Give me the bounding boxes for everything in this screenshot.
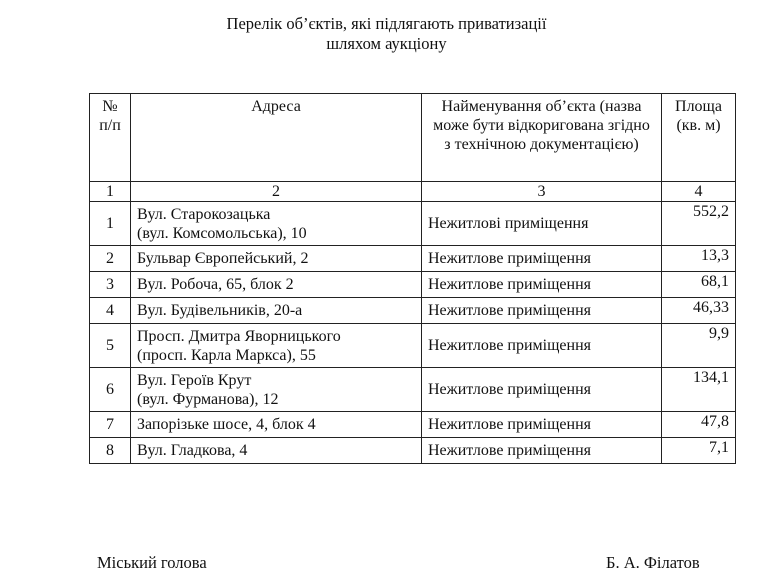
table-row bbox=[90, 272, 736, 298]
object-name: Нежитлове приміщення bbox=[428, 302, 592, 319]
table-row bbox=[90, 324, 736, 368]
area-cell bbox=[662, 368, 736, 412]
address-cell bbox=[131, 412, 422, 438]
num-cell bbox=[90, 246, 131, 272]
name-cell bbox=[422, 202, 662, 246]
area-value: 68,1 bbox=[701, 273, 729, 290]
area-value: 13,3 bbox=[701, 247, 729, 264]
num-cell bbox=[90, 202, 131, 246]
name-cell bbox=[422, 412, 662, 438]
area-value: 9,9 bbox=[709, 325, 729, 342]
num-cell bbox=[90, 298, 131, 324]
object-name: Нежитлове приміщення bbox=[428, 337, 592, 354]
address-line: Просп. Дмитра Яворницького bbox=[137, 327, 341, 345]
document-title: Перелік об’єктів, які підлягають приватизації bbox=[226, 14, 547, 33]
row-num: 1 bbox=[106, 215, 114, 232]
area-cell bbox=[662, 246, 736, 272]
header-address: Адреса bbox=[131, 94, 422, 182]
address-line: Запорізьке шосе, 4, блок 4 bbox=[137, 416, 316, 433]
object-name: Нежитлове приміщення bbox=[428, 416, 592, 433]
area-value: 46,33 bbox=[693, 299, 729, 316]
address-line: Вул. Будівельників, 20-а bbox=[137, 302, 303, 319]
address-cell bbox=[131, 272, 422, 298]
index-cell: 1 bbox=[90, 182, 131, 202]
address-line: Вул. Робоча, 65, блок 2 bbox=[137, 276, 294, 293]
name-cell bbox=[422, 246, 662, 272]
table-row bbox=[90, 298, 736, 324]
table-row bbox=[90, 368, 736, 412]
table-row bbox=[90, 202, 736, 246]
num-cell bbox=[90, 412, 131, 438]
area-cell bbox=[662, 438, 736, 464]
object-name: Нежитлове приміщення bbox=[428, 250, 592, 267]
name-cell bbox=[422, 272, 662, 298]
table-row bbox=[90, 246, 736, 272]
address-cell bbox=[131, 438, 422, 464]
address-line-2: (вул. Комсомольська), 10 bbox=[137, 224, 307, 242]
area-cell bbox=[662, 412, 736, 438]
area-cell bbox=[662, 272, 736, 298]
signatory-name: Б. А. Філатов bbox=[606, 553, 700, 572]
object-name: Нежитлове приміщення bbox=[428, 381, 592, 398]
num-cell bbox=[90, 324, 131, 368]
address-line-2: (вул. Фурманова), 12 bbox=[137, 390, 279, 408]
address-cell bbox=[131, 202, 422, 246]
area-value: 134,1 bbox=[693, 369, 729, 386]
area-value: 47,8 bbox=[701, 413, 729, 430]
row-num: 3 bbox=[106, 276, 114, 293]
index-cell: 3 bbox=[422, 182, 662, 202]
index-cell: 4 bbox=[662, 182, 736, 202]
num-cell bbox=[90, 438, 131, 464]
address-line: Вул. Старокозацька bbox=[137, 205, 271, 223]
object-name: Нежитлові приміщення bbox=[428, 215, 589, 232]
document-subtitle: шляхом аукціону bbox=[326, 34, 447, 53]
name-cell bbox=[422, 324, 662, 368]
signatory-position: Міський голова bbox=[97, 553, 207, 572]
name-cell bbox=[422, 368, 662, 412]
row-num: 5 bbox=[106, 337, 114, 354]
header-area: Площа (кв. м) bbox=[662, 94, 736, 182]
address-line: Бульвар Європейський, 2 bbox=[137, 250, 309, 267]
table-row bbox=[90, 438, 736, 464]
address-cell bbox=[131, 298, 422, 324]
object-name: Нежитлове приміщення bbox=[428, 276, 592, 293]
address-line: Вул. Героїв Крут bbox=[137, 371, 252, 389]
area-value: 552,2 bbox=[693, 203, 729, 220]
address-cell bbox=[131, 246, 422, 272]
address-cell bbox=[131, 324, 422, 368]
address-line: Вул. Гладкова, 4 bbox=[137, 442, 248, 459]
header-name: Найменування об’єкта (назва може бути відкоригована згідно з технічною документацією) bbox=[422, 94, 662, 182]
area-cell bbox=[662, 202, 736, 246]
objects-table bbox=[89, 93, 736, 464]
area-value: 7,1 bbox=[709, 439, 729, 456]
object-name: Нежитлове приміщення bbox=[428, 442, 592, 459]
area-cell bbox=[662, 324, 736, 368]
address-cell bbox=[131, 368, 422, 412]
area-cell bbox=[662, 298, 736, 324]
index-cell: 2 bbox=[131, 182, 422, 202]
header-num: № п/п bbox=[90, 94, 131, 182]
table-row bbox=[90, 412, 736, 438]
address-line-2: (просп. Карла Маркса), 55 bbox=[137, 346, 316, 364]
row-num: 7 bbox=[106, 416, 114, 433]
row-num: 8 bbox=[106, 442, 114, 459]
row-num: 4 bbox=[106, 302, 114, 319]
row-num: 6 bbox=[106, 381, 114, 398]
num-cell bbox=[90, 368, 131, 412]
num-cell bbox=[90, 272, 131, 298]
name-cell bbox=[422, 438, 662, 464]
name-cell bbox=[422, 298, 662, 324]
row-num: 2 bbox=[106, 250, 114, 267]
